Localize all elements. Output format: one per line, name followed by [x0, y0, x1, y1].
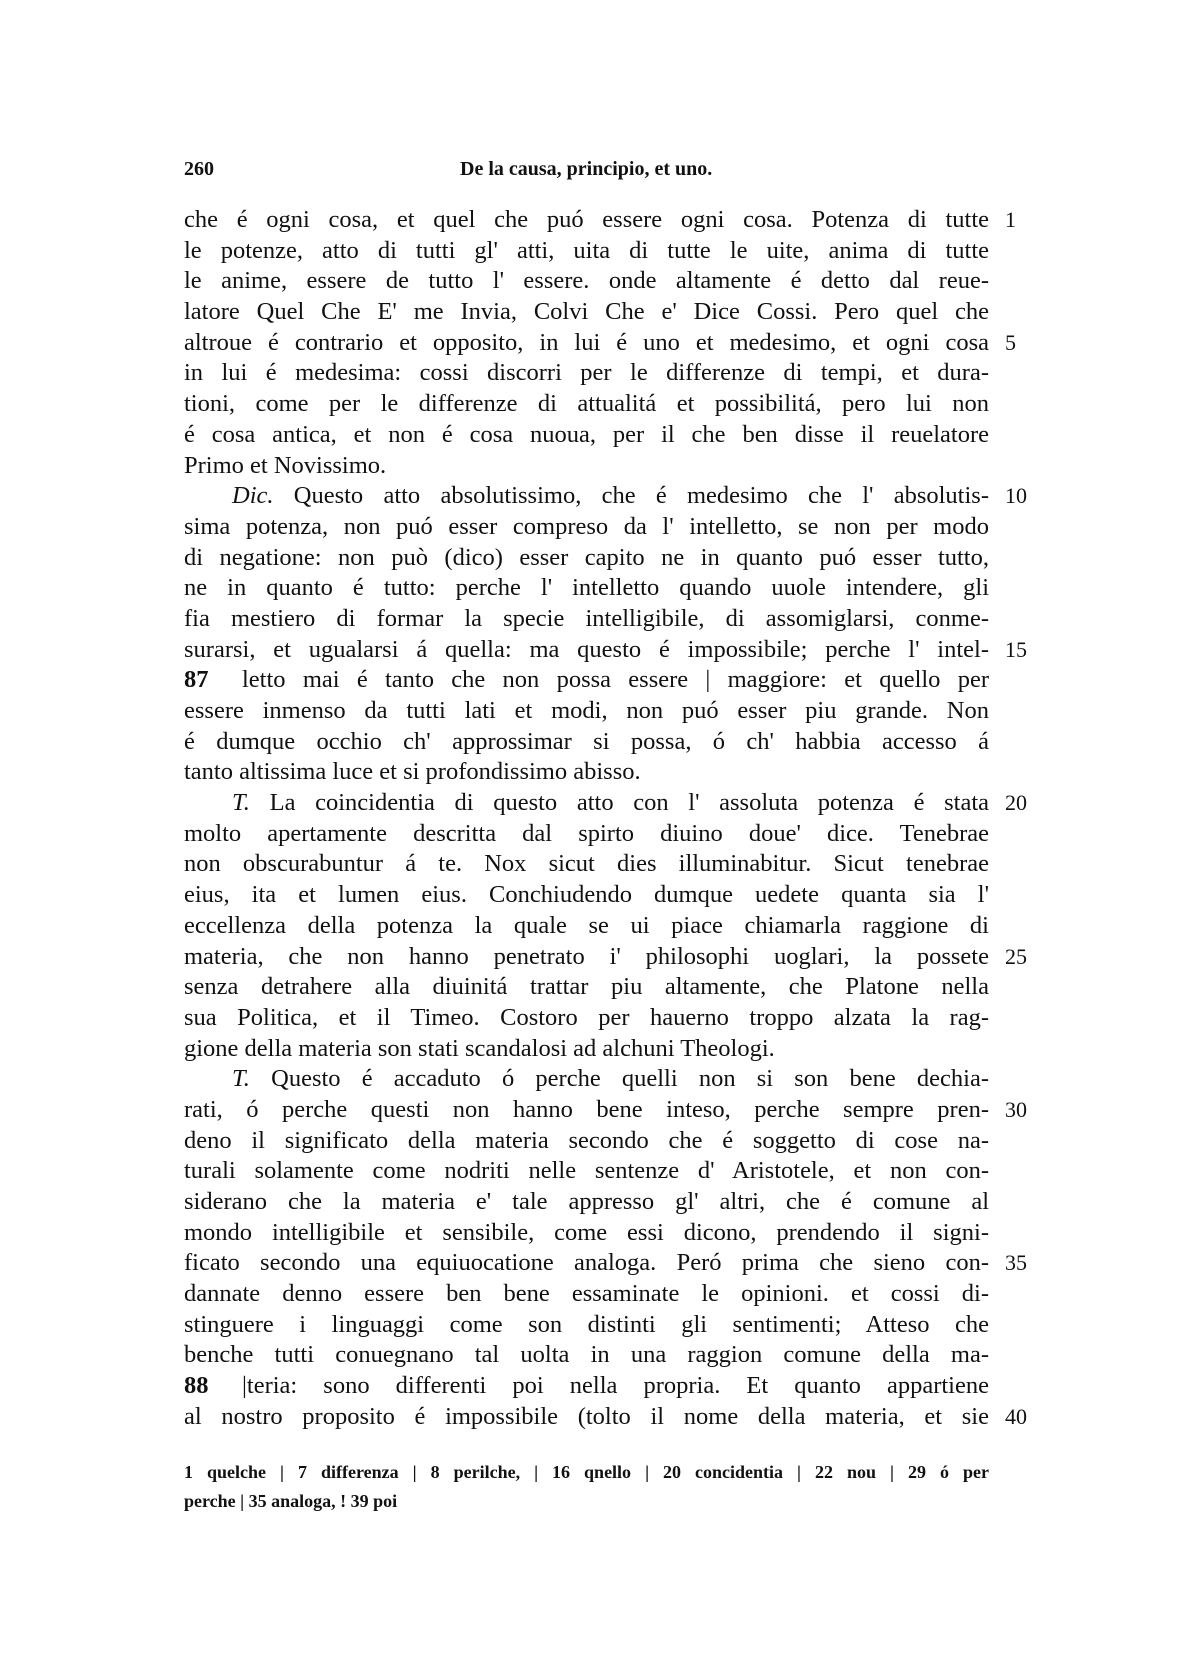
- line-text: in lui é medesima: cossi discorri per le differenze di tempi, et dura-: [184, 359, 989, 387]
- marginal-page-reference: 88: [184, 1372, 209, 1400]
- text-line: [184, 512, 989, 543]
- text-line: [184, 880, 989, 911]
- line-text: molto apertamente descritta dal spirto diuino doue' dice. Tenebrae: [184, 819, 989, 847]
- line-text: latore Quel Che E' me Invia, Colvi Che e' Dice Cossi. Pero quel che: [184, 298, 989, 326]
- line-text: fia mestiero di formar la specie intelligibile, di assomiglarsi, conme-: [184, 604, 989, 632]
- line-text: al nostro proposito é impossibile (tolto il nome della materia, et sie: [184, 1402, 989, 1430]
- text-line: [184, 1064, 989, 1095]
- line-number: 1: [1005, 207, 1016, 232]
- line-number: 15: [1005, 636, 1027, 662]
- line-text: dannate denno essere ben bene essaminate le opinioni. et cossi di-: [184, 1280, 989, 1308]
- line-text: é cosa antica, et non é cosa nuoua, per il che ben disse il reuelatore: [184, 420, 989, 448]
- line-text: eius, ita et lumen eius. Conchiudendo dumque uedete quanta sia l': [184, 881, 989, 909]
- text-line: [184, 1126, 989, 1157]
- text-line: [184, 1095, 1027, 1126]
- text-line: [184, 297, 989, 328]
- text-line: [184, 481, 1027, 512]
- text-line: [184, 1279, 989, 1310]
- line-text: Primo et Novissimo.: [184, 451, 387, 479]
- text-line: [184, 1340, 989, 1371]
- text-line: [184, 573, 989, 604]
- line-text: sua Politica, et il Timeo. Costoro per hauerno troppo alzata la rag-: [184, 1003, 989, 1031]
- text-line: [184, 420, 989, 451]
- line-text: ficato secondo una equiuocatione analoga. Peró prima che sieno con-: [184, 1249, 989, 1277]
- line-number: 20: [1005, 790, 1027, 816]
- line-text: che é ogni cosa, et quel che puó essere ogni cosa. Potenza di tutte: [184, 206, 989, 233]
- text-line: [184, 727, 989, 758]
- line-text: sima potenza, non puó esser compreso da l' intelletto, se non per modo: [184, 512, 989, 540]
- text-line: [184, 788, 1027, 819]
- running-title: De la causa, principio, et uno.: [460, 158, 713, 180]
- line-number: 25: [1005, 943, 1027, 969]
- text-line: [184, 911, 989, 942]
- text-line: [184, 757, 989, 788]
- text-line: [184, 1248, 1027, 1279]
- text-line: [184, 328, 1016, 359]
- text-line: [184, 1187, 989, 1218]
- line-number: 10: [1005, 483, 1027, 509]
- text-line: [184, 696, 989, 727]
- text-line: [184, 1310, 989, 1341]
- text-line: [184, 604, 989, 635]
- line-text: letto mai é tanto che non possa essere | maggiore: et quello per: [242, 666, 989, 694]
- line-number: 5: [1005, 329, 1016, 355]
- line-text: benche tutti conuegnano tal uolta in una raggion comune della ma-: [184, 1341, 989, 1369]
- text-line: [184, 1218, 989, 1249]
- page-number: 260: [184, 158, 214, 180]
- text-line: [184, 389, 989, 420]
- line-text: rati, ó perche questi non hanno bene inteso, perche sempre pren-: [184, 1095, 989, 1123]
- line-text: siderano che la materia e' tale appresso gl' altri, che é comune al: [184, 1188, 989, 1215]
- text-line: [184, 1371, 989, 1402]
- text-line: [184, 236, 989, 267]
- page-header: [184, 158, 984, 182]
- text-line: [184, 635, 1027, 666]
- line-text: surarsi, et ugualarsi á quella: ma questo é impossibile; perche l' intel-: [184, 635, 989, 663]
- speaker-label: Dic.: [232, 482, 274, 510]
- line-text: Questo é accaduto ó perche quelli non si son bene dechia-: [271, 1065, 989, 1093]
- line-text: Questo atto absolutissimo, che é medesimo che l' absolutis-: [293, 482, 989, 510]
- line-text: mondo intelligibile et sensibile, come essi dicono, prendendo il signi-: [184, 1218, 989, 1246]
- line-text: altroue é contrario et opposito, in lui é uno et medesimo, et ogni cosa: [184, 328, 989, 356]
- text-line: [184, 1034, 989, 1065]
- line-text: non obscurabuntur á te. Nox sicut dies illuminabitur. Sicut tenebrae: [184, 850, 989, 878]
- text-line: [184, 1156, 989, 1187]
- line-text: gione della materia son stati scandalosi ad alchuni Theologi.: [184, 1034, 775, 1062]
- text-line: [184, 819, 989, 850]
- line-text: eccellenza della potenza la quale se ui piace chiamarla raggione di: [184, 911, 989, 939]
- line-number: 35: [1005, 1250, 1027, 1276]
- text-line: [184, 972, 989, 1003]
- line-text: tanto altissima luce et si profondissimo abisso.: [184, 758, 641, 786]
- line-text: |teria: sono differenti poi nella propria. Et quanto appartiene: [242, 1372, 989, 1400]
- footnote-line: perche | 35 analoga, ! 39 poi: [184, 1491, 398, 1511]
- line-text: essere inmenso da tutti lati et modi, non puó esser piu grande. Non: [184, 697, 989, 724]
- line-text: materia, che non hanno penetrato i' philosophi uoglari, la possete: [184, 942, 989, 970]
- speaker-label: T.: [232, 789, 250, 817]
- text-line: [184, 942, 1027, 973]
- critical-apparatus: [184, 1458, 989, 1516]
- speaker-label: T.: [232, 1065, 250, 1093]
- text-line: [184, 1402, 1027, 1433]
- line-text: senza detrahere alla diuinitá trattar piu altamente, che Platone nella: [184, 973, 989, 1001]
- text-line: [184, 1003, 989, 1034]
- line-text: le potenze, atto di tutti gl' atti, uita di tutte le uite, anima di tutte: [184, 236, 989, 264]
- line-number: 40: [1005, 1403, 1027, 1429]
- line-text: deno il significato della materia secondo che é soggetto di cose na-: [184, 1126, 989, 1154]
- footnote-line: 1 quelche | 7 differenza | 8 perilche, | 16 qnello | 20 concidentia | 22 nou | 29 ó per: [184, 1462, 989, 1482]
- line-text: turali solamente come nodriti nelle sentenze d' Aristotele, et non con-: [184, 1157, 989, 1185]
- text-line: [184, 205, 1016, 236]
- text-line: [184, 849, 989, 880]
- text-line: [184, 266, 989, 297]
- text-line: [184, 451, 989, 482]
- text-line: [184, 543, 989, 574]
- line-text: di negatione: non può (dico) esser capito ne in quanto puó esser tutto,: [184, 543, 989, 571]
- text-line: [184, 358, 989, 389]
- body-text: [184, 205, 1027, 1433]
- text-line: [184, 665, 989, 696]
- line-text: ne in quanto é tutto: perche l' intelletto quando uuole intendere, gli: [184, 574, 989, 602]
- line-text: é dumque occhio ch' approssimar si possa, ó ch' habbia accesso á: [184, 727, 989, 755]
- line-text: tioni, come per le differenze di attualitá et possibilitá, pero lui non: [184, 390, 989, 418]
- line-text: stinguere i linguaggi come son distinti gli sentimenti; Atteso che: [184, 1310, 989, 1338]
- line-text: le anime, essere de tutto l' essere. onde altamente é detto dal reue-: [184, 267, 989, 295]
- marginal-page-reference: 87: [184, 666, 209, 694]
- line-text: La coincidentia di questo atto con l' assoluta potenza é stata: [269, 789, 990, 817]
- line-number: 30: [1005, 1096, 1027, 1122]
